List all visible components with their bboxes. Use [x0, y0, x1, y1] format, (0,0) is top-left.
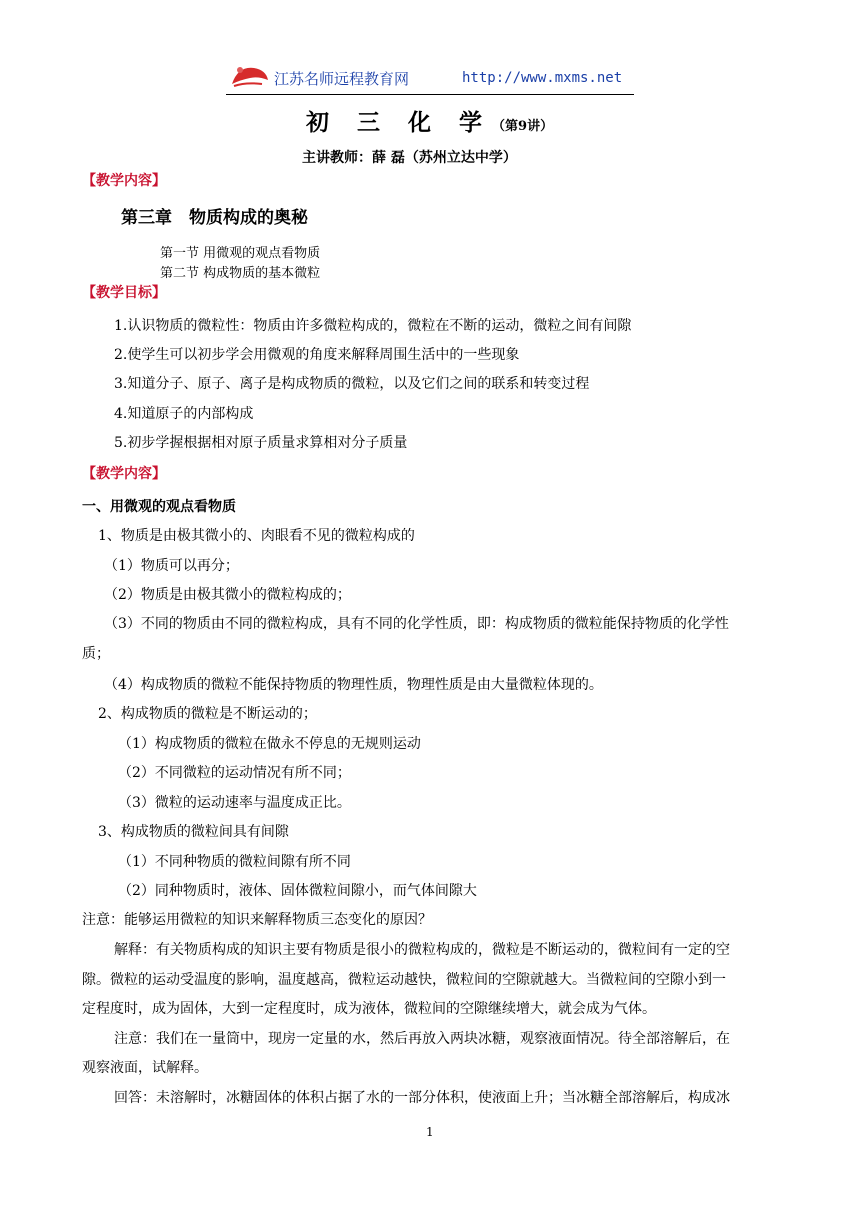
- point-item: （3）不同的物质由不同的微粒构成，具有不同的化学性质，即：构成物质的微粒能保持物质的化学性: [104, 616, 729, 632]
- site-name: 江苏名师远程教育网: [274, 70, 410, 88]
- point-item: （1）构成物质的微粒在做永不停息的无规则运动: [118, 736, 421, 752]
- section-heading-content: 【教学内容】: [82, 173, 166, 189]
- section-heading-content-2: 【教学内容】: [82, 466, 166, 482]
- point-item: （1）不同种物质的微粒间隙有所不同: [118, 854, 351, 870]
- objective-item: 3.知道分子、原子、离子是构成物质的微粒，以及它们之间的联系和转变过程: [114, 376, 590, 392]
- section-heading-objectives: 【教学目标】: [82, 285, 166, 301]
- objective-item: 1.认识物质的微粒性：物质由许多微粒构成的，微粒在不断的运动，微粒之间有间隙: [114, 318, 632, 334]
- page-title-block: [306, 104, 553, 137]
- point-title: 3、构成物质的微粒间具有间隙: [98, 824, 289, 840]
- teacher-info: 主讲教师：薛 磊（苏州立达中学）: [302, 150, 517, 166]
- point-item: （4）构成物质的微粒不能保持物质的物理性质，物理性质是由大量微粒体现的。: [104, 677, 603, 693]
- site-url[interactable]: http://www.mxms.net: [462, 70, 623, 86]
- point-title: 2、构成物质的微粒是不断运动的；: [98, 706, 317, 722]
- page-title: 初 三 化 学: [306, 109, 493, 136]
- note2-line: 观察液面，试解释。: [82, 1060, 208, 1076]
- point-title: 1、物质是由极其微小的、肉眼看不见的微粒构成的: [98, 528, 415, 544]
- answer-line: 回答：未溶解时，冰糖固体的体积占据了水的一部分体积，使液面上升；当冰糖全部溶解后，构成冰: [114, 1090, 730, 1106]
- point-item: （1）物质可以再分；: [104, 558, 239, 574]
- point-item: （2）同种物质时，液体、固体微粒间隙小，而气体间隙大: [118, 883, 477, 899]
- header-divider: [226, 94, 634, 95]
- point-item: （2）不同微粒的运动情况有所不同；: [118, 765, 351, 781]
- site-logo-icon: [228, 60, 272, 92]
- note2-line: 注意：我们在一量筒中，现房一定量的水，然后再放入两块冰糖，观察液面情况。待全部溶解后，在: [114, 1031, 730, 1047]
- objective-item: 5.初步学握根据相对原子质量求算相对分子质量: [114, 435, 408, 451]
- chapter-title: 第三章 物质构成的奥秘: [121, 208, 308, 228]
- objective-item: 2.使学生可以初步学会用微观的角度来解释周围生活中的一些现象: [114, 347, 520, 363]
- part-one-title: 一、用微观的观点看物质: [82, 499, 236, 515]
- point-item: （2）物质是由极其微小的微粒构成的；: [104, 587, 351, 603]
- page-number: 1: [426, 1125, 434, 1139]
- chapter-section-1: 第一节 用微观的观点看物质: [160, 246, 321, 261]
- note-question: 注意：能够运用微粒的知识来解释物质三态变化的原因？: [82, 912, 432, 928]
- explanation-line: 解释：有关物质构成的知识主要有物质是很小的微粒构成的，微粒是不断运动的，微粒间有一定的空: [114, 942, 730, 958]
- chapter-section-2: 第二节 构成物质的基本微粒: [160, 266, 321, 281]
- lecture-number: （第9讲）: [492, 119, 554, 134]
- explanation-line: 隙。微粒的运动受温度的影响，温度越高，微粒运动越快，微粒间的空隙就越大。当微粒间的空隙小到一: [82, 972, 726, 988]
- point-item-continuation: 质；: [82, 646, 110, 662]
- objective-item: 4.知道原子的内部构成: [114, 406, 254, 422]
- point-item: （3）微粒的运动速率与温度成正比。: [118, 795, 351, 811]
- explanation-line: 定程度时，成为固体，大到一定程度时，成为液体，微粒间的空隙继续增大，就会成为气体。: [82, 1001, 656, 1017]
